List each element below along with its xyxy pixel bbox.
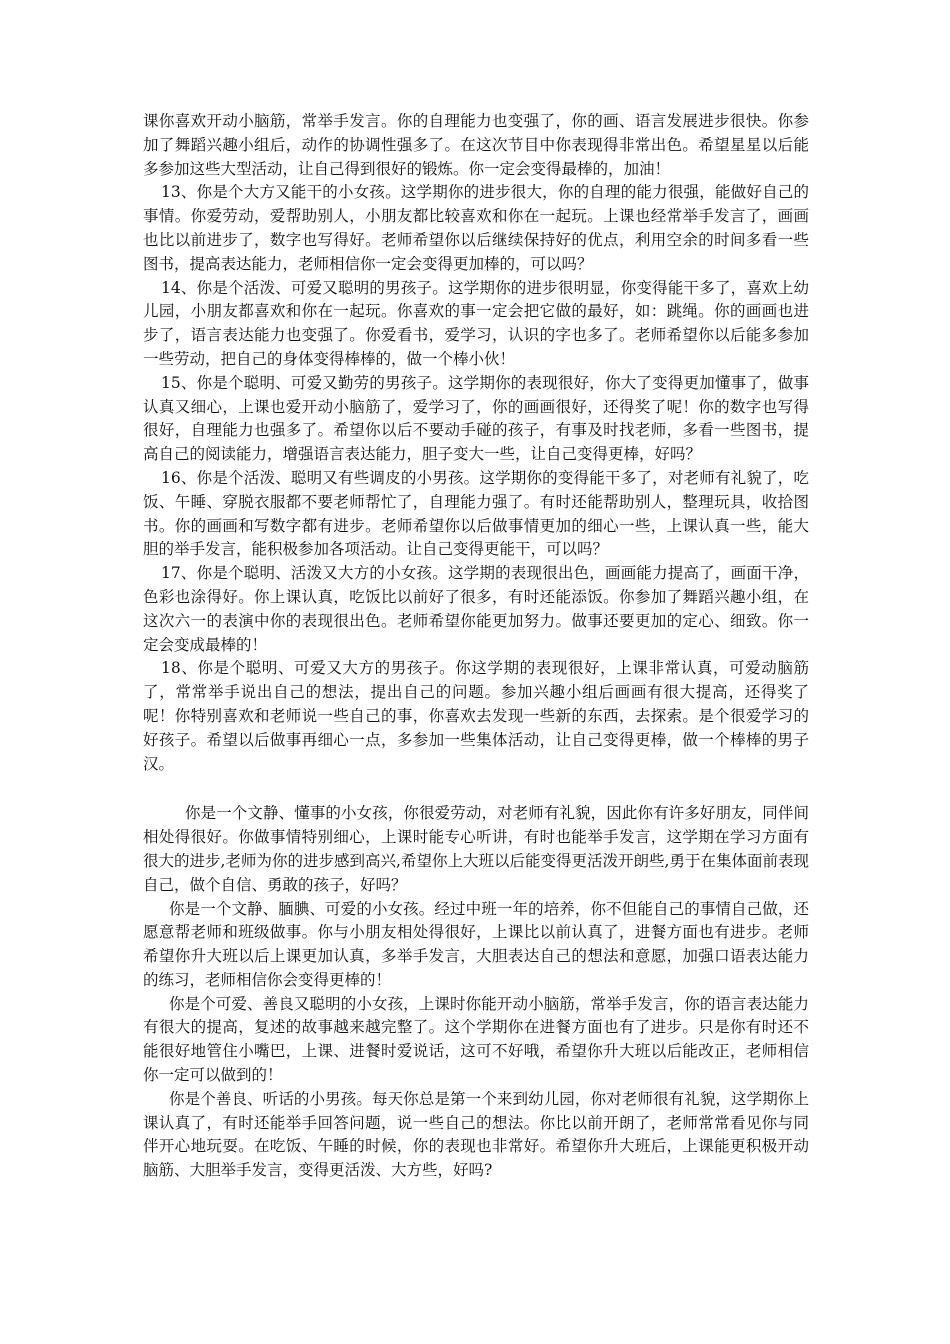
- paragraph-comment-15: 15、你是个聪明、可爱又勤劳的男孩子。这学期你的表现很好，你大了变得更加懂事了，做事认真又细心，上课也爱开动小脑筋了，爱学习了，你的画画很好，还得奖了呢！你的数字也写得很好，自理能力也强多了。希望你以后不要动手碰的孩子，有事及时找老师，多看一些图书，提高自己的阅读能力，增强语言表达能力，胆子变大一些，让自己变得更棒，好吗？: [143, 373, 809, 464]
- paragraph-comment-kind-girl: 你是个可爱、善良又聪明的小女孩，上课时你能开动小脑筋，常举手发言，你的语言表达能力有很大的提高，复述的故事越来越完整了。这个学期你在进餐方面也有了进步。只是你有时还不能很好地管住小嘴巴，上课、进餐时爱说话，这可不好哦，希望你升大班以后能改正，老师相信你一定可以做到的！: [143, 994, 809, 1085]
- paragraph-comment-obedient-boy: 你是个善良、听话的小男孩。每天你总是第一个来到幼儿园，你对老师很有礼貌，这学期你上课认真了，有时还能举手回答问题，说一些自己的想法。你比以前开朗了，老师常常看见你与同伴开心地玩耍。在吃饭、午睡的时候，你的表现也非常好。希望你升大班后，上课能更积极开动脑筋、大胆举手发言，变得更活泼、大方些，好吗?: [143, 1089, 809, 1180]
- paragraph-comment-17: 17、你是个聪明、活泼又大方的小女孩。这学期的表现很出色，画画能力提高了，画面干净，色彩也涂得好。你上课认真，吃饭比以前好了很多，有时还能添饭。你参加了舞蹈兴趣小组，在这次六一的表演中你的表现很出色。老师希望你能更加努力。做事还要更加的定心、细致。你一定会变成最棒的！: [143, 564, 809, 654]
- paragraph-comment-quiet-girl: 你是一个文静、懂事的小女孩，你很爱劳动，对老师有礼貌，因此你有许多好朋友，同伴间相处得很好。你做事情特别细心，上课时能专心听讲，有时也能举手发言，这学期在学习方面有很大的进步,老师为你的进步感到高兴,希望你上大班以后能变得更活泼开朗些,勇于在集体面前表现自己，做个自信、勇敢的孩子，好吗？: [143, 804, 809, 894]
- paragraph-comment-13: 13、你是个大方又能干的小女孩。这学期你的进步很大，你的自理的能力很强，能做好自己的事情。你爱劳动，爱帮助别人，小朋友都比较喜欢和你在一起玩。上课也经常举手发言了，画画也比以前进步了，数字也写得好。老师希望你以后继续保持好的优点，利用空余的时间多看一些图书，提高表达能力，老师相信你一定会变得更加棒的，可以吗？: [143, 183, 809, 273]
- paragraph-comment-shy-girl: 你是一个文静、腼腆、可爱的小女孩。经过中班一年的培养，你不但能自己的事情自己做，还愿意帮老师和班级做事。你与小朋友相处得很好，上课比以前认真了，进餐方面也有进步。老师希望你升大班以后上课更加认真，多举手发言，大胆表达自己的想法和意愿，加强口语表达能力的练习，老师相信你会变得更棒的！: [143, 899, 809, 989]
- section-gap: [143, 776, 809, 802]
- paragraph-comment-16: 16、你是个活泼、聪明又有些调皮的小男孩。这学期你的变得能干多了，对老师有礼貌了，吃饭、午睡、穿脱衣服都不要老师帮忙了，自理能力强了。有时还能帮助别人，整理玩具，收拾图书。你的画画和写数字都有进步。老师希望你以后做事情更加的细心一些，上课认真一些，能大胆的举手发言，能积极参加各项活动。让自己变得更能干，可以吗？: [143, 468, 809, 559]
- document-page: [143, 110, 809, 1183]
- paragraph-continued: 课你喜欢开动小脑筋，常举手发言。你的自理能力也变强了，你的画、语言发展进步很快。你参加了舞蹈兴趣小组后，动作的协调性强多了。在这次节目中你表现得非常出色。希望星星以后能多参加这些大型活动，让自己得到很好的锻炼。你一定会变得最棒的，加油！: [143, 112, 809, 178]
- paragraph-comment-14: 14、你是个活泼、可爱又聪明的男孩子。这学期你的进步很明显，你变得能干多了，喜欢上幼儿园，小朋友都喜欢和你在一起玩。你喜欢的事一定会把它做的最好，如：跳绳。你的画画也进步了，语言表达能力也变强了。你爱看书，爱学习，认识的字也多了。老师希望你以后能多参加一些劳动，把自己的身体变得棒棒的，做一个棒小伙！: [143, 278, 809, 368]
- paragraph-comment-18: 18、你是个聪明、可爱又大方的男孩子。你这学期的表现很好，上课非常认真，可爱动脑筋了，常常举手说出自己的想法，提出自己的问题。参加兴趣小组后画画有很大提高，还得奖了呢！你特别喜欢和老师说一些自己的事，你喜欢去发现一些新的东西，去探索。是个很爱学习的好孩子。希望以后做事再细心一点，多参加一些集体活动，让自己变得更棒，做一个棒棒的男子汉。: [143, 659, 809, 773]
